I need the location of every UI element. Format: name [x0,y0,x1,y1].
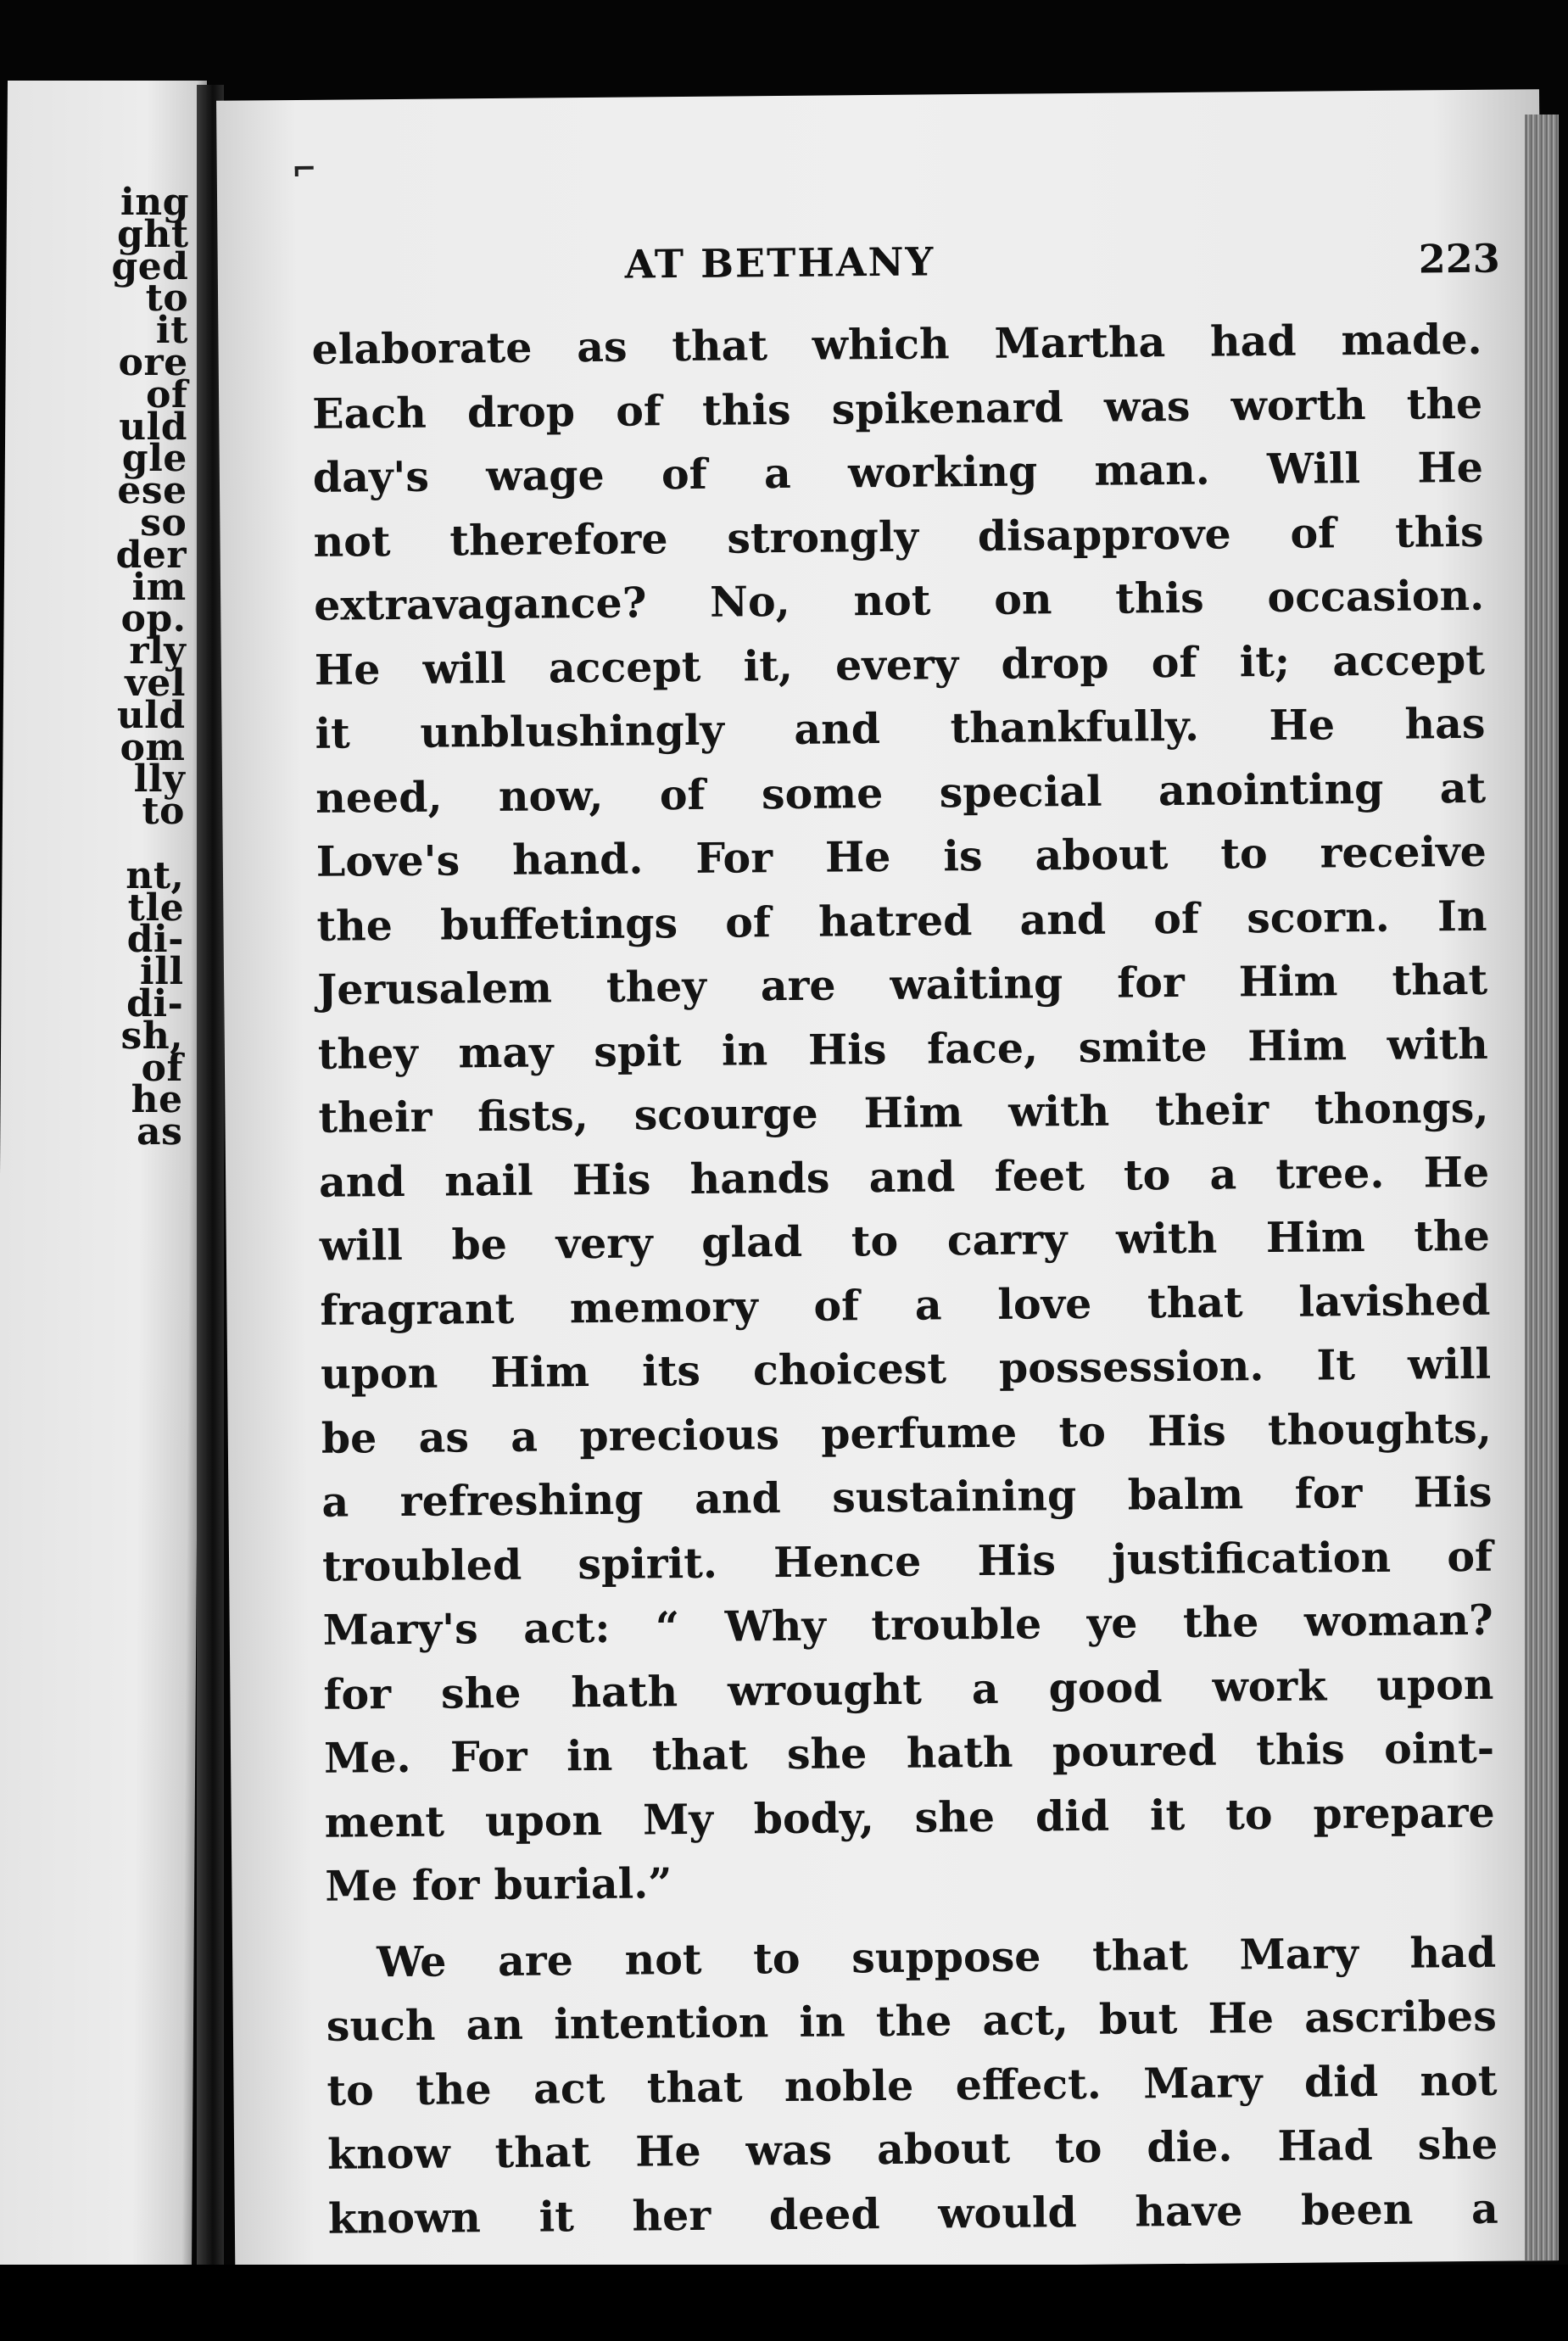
text-line: and nail His hands and feet to a tree. He [318,1147,1490,1207]
text-line: they may spit in His face, smite Him with [317,1019,1489,1079]
left-facing-page [0,81,207,2269]
text-line: their fists, scourge Him with their thongs, [318,1082,1489,1143]
left-page-fragment: om [120,725,186,769]
bottom-shadow [0,2265,1568,2341]
left-page-fragment: ese [117,469,187,513]
text-line: need, now, of some special anointing at [315,763,1487,823]
left-page-fragment: gle [121,437,188,481]
left-page-fragment: it [155,309,189,353]
body-text [311,314,1499,2243]
left-page-fragment: uld [116,693,186,737]
page-edge-stack [1525,115,1559,2260]
text-line: troubled spirit. Hence His justification of [321,1531,1493,1591]
text-line: such an intention in the act, but He ascribes [326,1991,1498,2051]
left-page-fragment: of [145,372,188,416]
left-page-fragment: ore [118,341,188,384]
running-head: AT BETHANY [624,238,935,288]
left-page-fragment: ing [120,181,190,224]
text-line: fragrant memory of a love that lavished [320,1275,1491,1335]
text-line: not therefore strongly disapprove of this [313,506,1484,567]
page-number: 223 [1418,235,1500,282]
left-page-fragment: lly [133,757,186,802]
right-page [216,89,1558,2272]
left-page-fragment: to [142,790,186,834]
left-page-fragment: nt, [126,853,185,897]
left-page-fragment: sh, [120,1014,184,1058]
text-line: ment upon My body, she did it to prepare [324,1787,1495,1847]
text-line: for she hath wrought a good work upon [323,1659,1494,1719]
text-line: upon Him its choicest possession. It will [320,1338,1492,1399]
text-line: Me for burial.” [325,1858,672,1911]
text-line: He will accept it, every drop of it; accept [314,634,1486,695]
text-line: a refreshing and sustaining balm for His [321,1467,1493,1527]
left-page-fragment: di- [126,982,184,1025]
left-page-fragment: he [131,1078,183,1122]
left-page-fragment: op. [120,597,187,641]
text-line: it unblushingly and thankfully. He has [315,698,1486,758]
corner-mark [295,166,314,170]
left-page-fragment: der [115,533,187,577]
text-line: the buffetings of hatred and of scorn. In [316,891,1487,951]
text-line: extravagance? No, not on this occasion. [313,570,1485,630]
text-line: Love's hand. For He is about to receive [315,826,1487,886]
left-page-fragment: uld [118,405,188,449]
left-page-fragment: ght [116,212,189,256]
left-page-fragment: rly [129,629,187,673]
text-line: be as a precious perfume to His thoughts, [321,1403,1492,1463]
text-line: Me. For in that she hath poured this oint- [323,1723,1495,1783]
text-line: Mary's act: “ Why trouble ye the woman? [322,1595,1493,1655]
text-line: day's wage of a working man. Will He [312,442,1484,502]
text-line: known it her deed would have been a [327,2183,1499,2243]
text-line: Each drop of this spikenard was worth the [311,378,1483,439]
left-page-fragment: di- [126,918,185,962]
text-line: elaborate as that which Martha had made. [311,314,1482,374]
left-page-fragment: im [131,565,187,609]
left-page-fragment: so [140,501,187,545]
left-page-fragment: of [141,1046,184,1090]
left-page-fragment: ill [139,950,184,994]
left-page-fragment: vel [125,662,187,705]
left-page-fragment: ged [111,244,189,288]
left-page-fragment: to [145,277,189,321]
text-line: will be very glad to carry with Him the [319,1210,1491,1271]
left-page-fragment: tle [127,886,185,930]
text-line: to the act that noble effect. Mary did not [326,2055,1498,2115]
text-line: Jerusalem they are waiting for Him that [316,954,1488,1014]
text-line: know that He was about to die. Had she [326,2119,1498,2179]
paragraph-start-line: We are not to suppose that Mary had [376,1927,1497,1986]
left-page-fragment: as [136,1110,183,1154]
